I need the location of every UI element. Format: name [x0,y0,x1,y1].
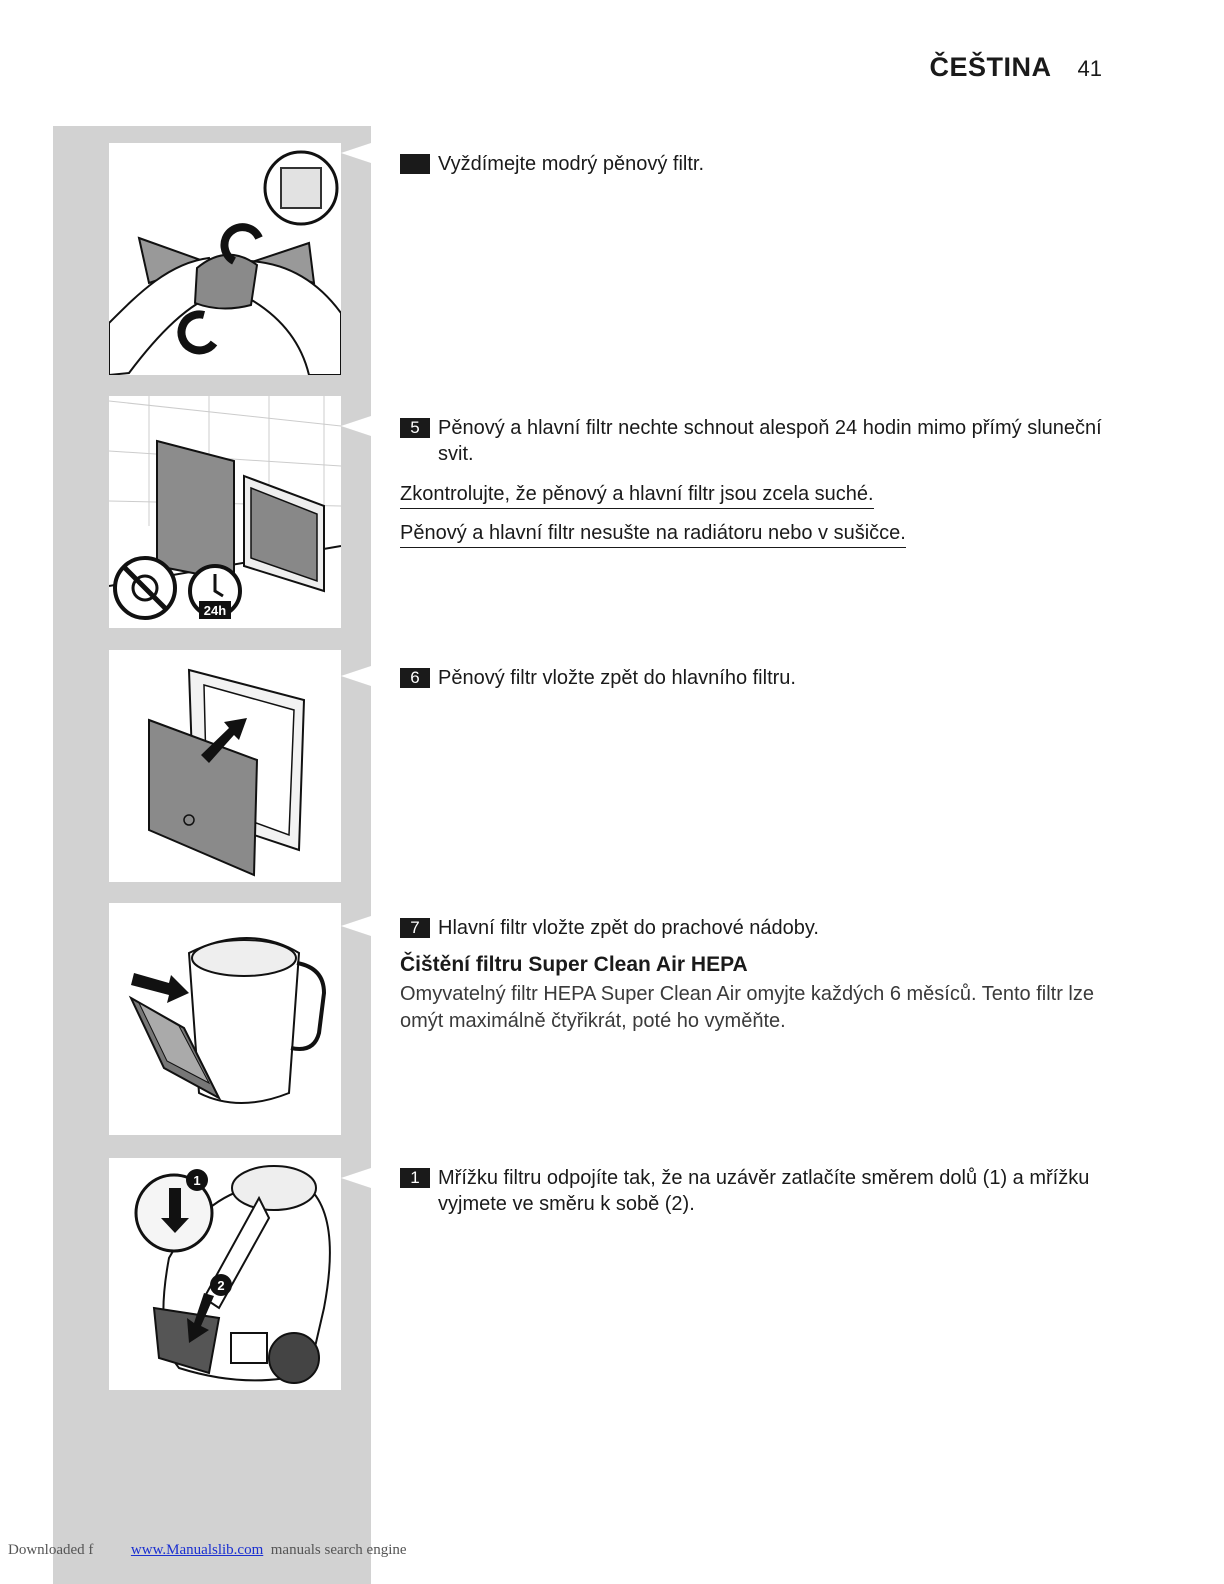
step-squeeze [400,151,1110,177]
step-7 [400,915,1110,941]
step-text: Pěnový filtr vložte zpět do hlavního filtru. [438,667,796,689]
insert-main-drawing [109,903,341,1135]
illustration-squeeze-filter [109,143,341,375]
illustration-pointer [341,416,371,436]
step-number: 5 [400,418,430,438]
illustration-pointer [341,1168,371,1188]
step-number [400,154,430,174]
footer-suffix: manuals search engine [270,1542,407,1558]
drying-drawing [109,396,341,628]
squeeze-filter-drawing [109,143,341,375]
step-text: Pěnový a hlavní filtr nechte schnout alespoň 24 hodin mimo přímý sluneční svit. [438,417,1102,465]
step-1 [400,1165,1110,1217]
illustration-pointer [341,666,371,686]
step-number: 1 [400,1168,430,1188]
section-body: Omyvatelný filtr HEPA Super Clean Air omyjte každých 6 měsíců. Tento filtr lze omýt maximálně čtyřikrát, poté ho vyměňte. [400,983,1094,1032]
page-number: 41 [1077,56,1102,81]
footer-prefix: Downloaded f [8,1542,94,1558]
clock-24h-label: 24h [203,603,227,618]
step-text: Hlavní filtr vložte zpět do prachové nádoby. [438,917,819,939]
step-text: Vyždímejte modrý pěnový filtr. [438,153,705,175]
step-6 [400,665,1110,691]
callout-1: 1 [193,1173,201,1188]
section-title: Čištění filtru Super Clean Air HEPA [400,953,748,976]
illustration-remove-grille [109,1158,341,1390]
step-number: 6 [400,668,430,688]
insert-foam-drawing [109,650,341,882]
illustration-insert-main [109,903,341,1135]
language-title: ČEŠTINA [929,52,1052,82]
manualslib-link[interactable]: www.Manualslib.com [130,1542,264,1558]
illustration-insert-foam [109,650,341,882]
step-5 [400,415,1110,467]
remove-grille-drawing [109,1158,341,1390]
step-text: Mřížku filtru odpojíte tak, že na uzávěr zatlačíte směrem dolů (1) a mřížku vyjmete ve směru k sobě (2). [438,1167,1090,1215]
callout-2: 2 [217,1278,225,1293]
step-number: 7 [400,918,430,938]
illustration-pointer [341,143,371,163]
note-no-radiator: Pěnový a hlavní filtr nesušte na radiátoru nebo v sušičce. [400,520,906,548]
note-check-dry: Zkontrolujte, že pěnový a hlavní filtr jsou zcela suché. [400,481,874,509]
page-header [930,52,1103,83]
illustration-drying [109,396,341,628]
illustration-pointer [341,916,371,936]
footer [8,1542,407,1559]
